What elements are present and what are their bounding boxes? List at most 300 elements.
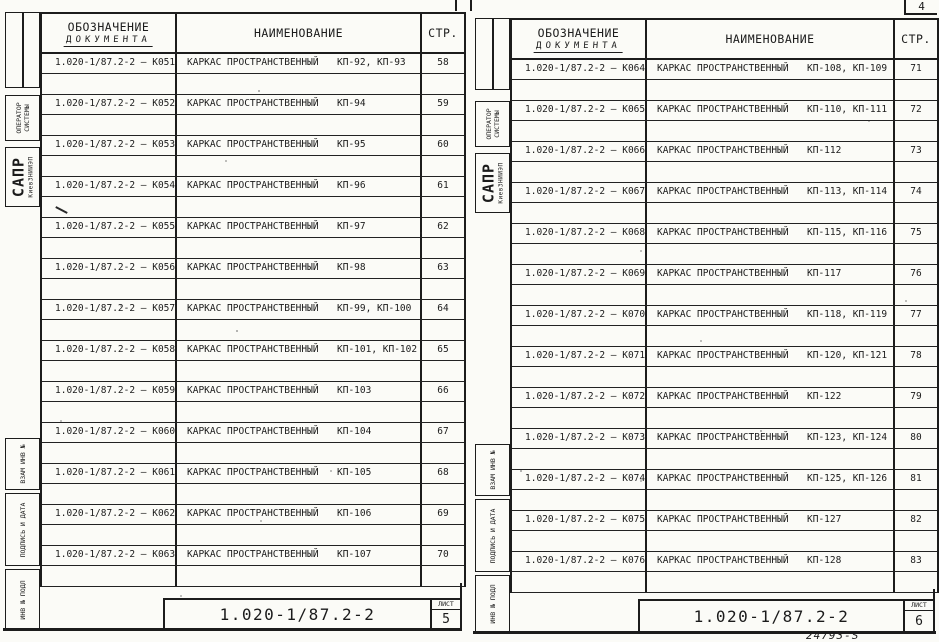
spacer-cell — [647, 285, 895, 305]
row-page-number: 65 — [437, 344, 449, 355]
table-row — [42, 259, 464, 279]
row-marks: КП-128 — [807, 555, 842, 566]
table-spacer-row — [42, 279, 464, 300]
spacer-cell — [895, 203, 937, 223]
table-row — [512, 552, 937, 572]
spacer-cell — [177, 484, 422, 504]
spacer-cell — [512, 367, 647, 387]
row-name-text: КАРКАС ПРОСТРАНСТВЕННЫЙ — [187, 385, 319, 396]
table-row — [42, 218, 464, 238]
row-marks: КП-120, КП-121 — [807, 350, 888, 361]
row-page-number: 68 — [437, 467, 449, 478]
row-name-text: КАРКАС ПРОСТРАНСТВЕННЫЙ — [187, 180, 319, 191]
contents-table — [510, 18, 939, 593]
row-marks: КП-108, КП-109 — [807, 63, 888, 74]
row-designation: 1.020-1/87.2-2 – К065 — [512, 101, 647, 120]
row-name-text: КАРКАС ПРОСТРАНСТВЕННЫЙ — [657, 432, 789, 443]
row-page-number: 73 — [910, 145, 922, 156]
header-page: СТР. — [428, 26, 458, 40]
row-designation: 1.020-1/87.2-2 – К053 — [42, 136, 177, 155]
stamp-sapr-label: САПР КиевЗНИИЭП — [9, 156, 34, 198]
row-marks: КП-96 — [337, 180, 366, 191]
row-name — [177, 177, 422, 196]
spacer-cell — [42, 197, 177, 217]
row-name-text: КАРКАС ПРОСТРАНСТВЕННЫЙ — [657, 145, 789, 156]
table-spacer-row — [512, 285, 937, 306]
row-designation: 1.020-1/87.2-2 – К070 — [512, 306, 647, 325]
row-page-number: 67 — [437, 426, 449, 437]
spacer-cell — [422, 74, 464, 94]
spacer-cell — [177, 443, 422, 463]
row-name — [177, 382, 422, 401]
table-spacer-row — [42, 525, 464, 546]
spacer-cell — [177, 115, 422, 135]
title-doc-number: 1.020-1/87.2-2 — [693, 606, 850, 626]
row-designation: 1.020-1/87.2-2 – К069 — [512, 265, 647, 284]
spacer-cell — [895, 80, 937, 100]
row-name-text: КАРКАС ПРОСТРАНСТВЕННЫЙ — [657, 227, 789, 238]
row-designation: 1.020-1/87.2-2 – К066 — [512, 142, 647, 161]
spacer-cell — [422, 238, 464, 258]
row-page-number: 70 — [437, 549, 449, 560]
spacer-cell — [895, 367, 937, 387]
table-spacer-row — [42, 443, 464, 464]
row-designation: 1.020-1/87.2-2 – К052 — [42, 95, 177, 114]
row-name — [647, 388, 895, 407]
row-page-number: 69 — [437, 508, 449, 519]
row-name-text: КАРКАС ПРОСТРАНСТВЕННЫЙ — [187, 303, 319, 314]
spacer-cell — [895, 531, 937, 551]
page-edge-mark — [455, 0, 457, 11]
spacer-cell — [647, 80, 895, 100]
sheet-label: ЛИСТ — [432, 600, 460, 610]
spacer-cell — [512, 121, 647, 141]
row-page-number: 66 — [437, 385, 449, 396]
spacer-cell — [647, 203, 895, 223]
row-name-text: КАРКАС ПРОСТРАНСТВЕННЫЙ — [657, 473, 789, 484]
spacer-cell — [512, 162, 647, 182]
stamp-operator-box — [5, 95, 40, 141]
row-marks: КП-101, КП-102 — [337, 344, 418, 355]
row-page-number: 59 — [437, 98, 449, 109]
row-name — [177, 341, 422, 360]
spacer-cell — [177, 238, 422, 258]
row-name — [647, 470, 895, 489]
sheet-number-cell — [903, 601, 933, 631]
stamp-operator-label: ОПЕРАТОР СИСТЕМЫ — [484, 108, 501, 140]
table-spacer-row — [42, 361, 464, 382]
spacer-cell — [647, 244, 895, 264]
spacer-cell — [647, 162, 895, 182]
table-row — [512, 265, 937, 285]
table-spacer-row — [42, 115, 464, 136]
spacer-cell — [647, 408, 895, 428]
row-name — [177, 505, 422, 524]
row-designation: 1.020-1/87.2-2 – К054 — [42, 177, 177, 196]
table-spacer-row — [512, 490, 937, 511]
table-row — [42, 423, 464, 443]
stamp-inv-box — [5, 569, 40, 630]
spacer-cell — [895, 408, 937, 428]
spacer-cell — [647, 531, 895, 551]
row-name — [647, 183, 895, 202]
header-designation-line1: ОБОЗНАЧЕНИЕ — [537, 25, 620, 40]
row-marks: КП-122 — [807, 391, 842, 402]
table-spacer-row — [512, 367, 937, 388]
spacer-cell — [512, 244, 647, 264]
spacer-cell — [42, 156, 177, 176]
row-name — [177, 464, 422, 483]
stamp-vzam-label: ВЗАМ ИНВ № — [488, 450, 497, 490]
row-designation: 1.020-1/87.2-2 – К063 — [42, 546, 177, 565]
table-spacer-row — [512, 80, 937, 101]
row-name-text: КАРКАС ПРОСТРАНСТВЕННЫЙ — [657, 514, 789, 525]
row-designation: 1.020-1/87.2-2 – К072 — [512, 388, 647, 407]
header-name: НАИМЕНОВАНИЕ — [647, 20, 895, 58]
row-designation: 1.020-1/87.2-2 – К055 — [42, 218, 177, 237]
row-designation: 1.020-1/87.2-2 – К076 — [512, 552, 647, 571]
table-spacer-row — [42, 156, 464, 177]
stamp-vzam-box — [5, 438, 40, 490]
row-page-number: 83 — [910, 555, 922, 566]
stamp-podpis-box — [5, 493, 40, 566]
row-marks: КП-98 — [337, 262, 366, 273]
spacer-cell — [422, 156, 464, 176]
row-page-number: 71 — [910, 63, 922, 74]
stamp-podpis-box — [475, 499, 510, 572]
table-row — [512, 60, 937, 80]
title-doc-number: 1.020-1/87.2-2 — [219, 604, 376, 624]
row-name-text: КАРКАС ПРОСТРАНСТВЕННЫЙ — [657, 268, 789, 279]
table-spacer-row — [512, 244, 937, 265]
spacer-cell — [422, 197, 464, 217]
row-name — [647, 60, 895, 79]
spacer-cell — [647, 449, 895, 469]
row-name-text: КАРКАС ПРОСТРАНСТВЕННЫЙ — [187, 549, 319, 560]
spacer-cell — [422, 525, 464, 545]
spacer-cell — [42, 443, 177, 463]
table-spacer-row — [42, 197, 464, 218]
sheet-5 — [0, 0, 469, 642]
table-row — [512, 306, 937, 326]
spacer-cell — [647, 326, 895, 346]
table-row — [42, 136, 464, 156]
row-name-text: КАРКАС ПРОСТРАНСТВЕННЫЙ — [187, 139, 319, 150]
row-name-text: КАРКАС ПРОСТРАНСТВЕННЫЙ — [187, 344, 319, 355]
spacer-cell — [512, 449, 647, 469]
spacer-cell — [895, 326, 937, 346]
table-spacer-row — [512, 121, 937, 142]
table-row — [42, 546, 464, 566]
row-name-text: КАРКАС ПРОСТРАНСТВЕННЫЙ — [657, 391, 789, 402]
spacer-cell — [512, 203, 647, 223]
row-page-number: 61 — [437, 180, 449, 191]
print-order-note: 24793-S — [806, 629, 860, 642]
stamp-vzam-label: ВЗАМ ИНВ № — [18, 444, 27, 484]
stamp-inv-label: ИНВ № ПОДЛ — [488, 584, 497, 624]
spacer-cell — [42, 238, 177, 258]
table-row — [512, 511, 937, 531]
header-page: СТР. — [901, 32, 931, 46]
row-page-number: 81 — [910, 473, 922, 484]
row-marks: КП-94 — [337, 98, 366, 109]
stamp-sapr-box — [5, 147, 40, 207]
corner-page-number: 4 — [904, 0, 937, 15]
spacer-cell — [422, 443, 464, 463]
spacer-cell — [42, 484, 177, 504]
row-marks: КП-95 — [337, 139, 366, 150]
row-name — [177, 546, 422, 565]
row-name-text: КАРКАС ПРОСТРАНСТВЕННЫЙ — [657, 63, 789, 74]
row-name — [647, 511, 895, 530]
row-name-text: КАРКАС ПРОСТРАНСТВЕННЫЙ — [187, 221, 319, 232]
stamp-box-divider — [22, 13, 24, 87]
sheet-6 — [470, 0, 939, 642]
spacer-cell — [895, 121, 937, 141]
row-name — [647, 306, 895, 325]
row-name-text: КАРКАС ПРОСТРАНСТВЕННЫЙ — [187, 508, 319, 519]
table-body — [42, 54, 464, 587]
row-marks: КП-97 — [337, 221, 366, 232]
table-spacer-row — [512, 326, 937, 347]
row-designation: 1.020-1/87.2-2 – К075 — [512, 511, 647, 530]
spacer-cell — [512, 80, 647, 100]
row-marks: КП-106 — [337, 508, 372, 519]
spacer-cell — [42, 279, 177, 299]
table-row — [512, 224, 937, 244]
scan-noise — [0, 0, 2, 2]
header-designation-line2: ДОКУМЕНТА — [64, 35, 154, 47]
spacer-cell — [512, 490, 647, 510]
row-designation: 1.020-1/87.2-2 – К068 — [512, 224, 647, 243]
table-spacer-row — [512, 162, 937, 183]
row-name — [647, 224, 895, 243]
row-marks: КП-104 — [337, 426, 372, 437]
row-marks: КП-117 — [807, 268, 842, 279]
header-designation — [512, 20, 647, 58]
spacer-cell — [422, 320, 464, 340]
row-designation: 1.020-1/87.2-2 – К073 — [512, 429, 647, 448]
stamp-operator-label: ОПЕРАТОР СИСТЕМЫ — [14, 102, 31, 134]
header-name: НАИМЕНОВАНИЕ — [177, 14, 422, 52]
row-name — [177, 136, 422, 155]
row-page-number: 60 — [437, 139, 449, 150]
row-marks: КП-103 — [337, 385, 372, 396]
row-marks: КП-123, КП-124 — [807, 432, 888, 443]
row-marks: КП-107 — [337, 549, 372, 560]
table-spacer-row — [512, 408, 937, 429]
header-designation — [42, 14, 177, 52]
table-row — [42, 300, 464, 320]
row-name — [647, 552, 895, 571]
spacer-cell — [647, 121, 895, 141]
stamp-box-divider — [492, 19, 494, 89]
spacer-cell — [42, 74, 177, 94]
table-header — [512, 20, 937, 60]
table-spacer-row — [42, 74, 464, 95]
table-body — [512, 60, 937, 593]
table-row — [42, 54, 464, 74]
row-designation: 1.020-1/87.2-2 – К058 — [42, 341, 177, 360]
stamp-empty-box — [5, 12, 40, 88]
spacer-cell — [895, 244, 937, 264]
table-row — [42, 95, 464, 115]
spacer-cell — [177, 279, 422, 299]
spacer-cell — [42, 361, 177, 381]
sheet-number: 5 — [442, 611, 450, 627]
row-marks: КП-115, КП-116 — [807, 227, 888, 238]
spacer-cell — [42, 402, 177, 422]
spacer-cell — [647, 490, 895, 510]
spacer-cell — [177, 361, 422, 381]
stamp-empty-box — [475, 18, 510, 90]
row-designation: 1.020-1/87.2-2 – К062 — [42, 505, 177, 524]
row-designation: 1.020-1/87.2-2 – К071 — [512, 347, 647, 366]
spacer-cell — [177, 74, 422, 94]
row-page-number: 79 — [910, 391, 922, 402]
row-marks: КП-110, КП-111 — [807, 104, 888, 115]
table-spacer-row — [42, 484, 464, 505]
table-row — [512, 347, 937, 367]
row-name-text: КАРКАС ПРОСТРАНСТВЕННЫЙ — [187, 98, 319, 109]
row-name-text: КАРКАС ПРОСТРАНСТВЕННЫЙ — [657, 186, 789, 197]
row-page-number: 77 — [910, 309, 922, 320]
table-spacer-row — [512, 203, 937, 224]
sheet-number: 6 — [915, 613, 923, 629]
stamp-inv-label: ИНВ № ПОДЛ — [18, 579, 27, 620]
table-row — [42, 505, 464, 525]
row-page-number: 74 — [910, 186, 922, 197]
row-name-text: КАРКАС ПРОСТРАНСТВЕННЫЙ — [187, 262, 319, 273]
table-row — [512, 429, 937, 449]
header-designation-line2: ДОКУМЕНТА — [534, 41, 624, 53]
row-page-number: 75 — [910, 227, 922, 238]
spacer-cell — [895, 285, 937, 305]
row-marks: КП-92, КП-93 — [337, 57, 406, 68]
row-marks: КП-105 — [337, 467, 372, 478]
stamp-sapr-box — [475, 153, 510, 213]
table-header — [42, 14, 464, 54]
spacer-cell — [42, 320, 177, 340]
spacer-cell — [647, 367, 895, 387]
spacer-cell — [422, 361, 464, 381]
row-marks: КП-99, КП-100 — [337, 303, 412, 314]
row-designation: 1.020-1/87.2-2 – К060 — [42, 423, 177, 442]
row-name-text: КАРКАС ПРОСТРАНСТВЕННЫЙ — [187, 467, 319, 478]
table-row — [42, 177, 464, 197]
spacer-cell — [177, 402, 422, 422]
row-page-number: 76 — [910, 268, 922, 279]
table-row — [512, 142, 937, 162]
spacer-cell — [42, 525, 177, 545]
stamp-podpis-label: ПОДПИСЬ И ДАТА — [18, 502, 27, 557]
row-name — [647, 265, 895, 284]
stamp-podpis-label: ПОДПИСЬ И ДАТА — [488, 508, 497, 563]
row-designation: 1.020-1/87.2-2 – К056 — [42, 259, 177, 278]
row-name-text: КАРКАС ПРОСТРАНСТВЕННЫЙ — [657, 309, 789, 320]
row-page-number: 62 — [437, 221, 449, 232]
stamp-operator-box — [475, 101, 510, 147]
spacer-cell — [422, 402, 464, 422]
spacer-cell — [422, 115, 464, 135]
spacer-cell — [177, 320, 422, 340]
spacer-cell — [895, 490, 937, 510]
spacer-cell — [422, 484, 464, 504]
table-spacer-row — [512, 531, 937, 552]
row-designation: 1.020-1/87.2-2 – К074 — [512, 470, 647, 489]
sheet-label: ЛИСТ — [905, 601, 933, 611]
spacer-cell — [422, 279, 464, 299]
row-designation: 1.020-1/87.2-2 – К057 — [42, 300, 177, 319]
row-designation: 1.020-1/87.2-2 – К061 — [42, 464, 177, 483]
stamp-inv-box — [475, 575, 510, 633]
row-name — [177, 54, 422, 73]
row-name-text: КАРКАС ПРОСТРАНСТВЕННЫЙ — [657, 555, 789, 566]
row-name-text: КАРКАС ПРОСТРАНСТВЕННЫЙ — [187, 426, 319, 437]
row-page-number: 63 — [437, 262, 449, 273]
contents-table — [40, 12, 466, 587]
sheet-number-cell — [430, 600, 460, 628]
row-marks: КП-118, КП-119 — [807, 309, 888, 320]
stamp-vzam-box — [475, 444, 510, 496]
table-spacer-row — [42, 320, 464, 341]
page-edge-mark — [470, 0, 472, 11]
row-page-number: 64 — [437, 303, 449, 314]
title-block — [638, 599, 935, 633]
row-name — [177, 300, 422, 319]
table-row — [512, 101, 937, 121]
row-designation: 1.020-1/87.2-2 – К067 — [512, 183, 647, 202]
row-page-number: 72 — [910, 104, 922, 115]
row-page-number: 82 — [910, 514, 922, 525]
table-row — [42, 464, 464, 484]
row-marks: КП-113, КП-114 — [807, 186, 888, 197]
row-designation: 1.020-1/87.2-2 – К064 — [512, 60, 647, 79]
spacer-cell — [512, 408, 647, 428]
row-name-text: КАРКАС ПРОСТРАНСТВЕННЫЙ — [657, 350, 789, 361]
row-name — [177, 95, 422, 114]
row-marks: КП-127 — [807, 514, 842, 525]
spacer-cell — [177, 197, 422, 217]
row-name-text: КАРКАС ПРОСТРАНСТВЕННЫЙ — [187, 57, 319, 68]
spacer-cell — [512, 285, 647, 305]
row-page-number: 58 — [437, 57, 449, 68]
row-name — [647, 142, 895, 161]
table-row — [512, 183, 937, 203]
spacer-cell — [177, 156, 422, 176]
table-spacer-row — [42, 402, 464, 423]
spacer-cell — [42, 115, 177, 135]
row-name — [647, 101, 895, 120]
spacer-cell — [177, 525, 422, 545]
row-marks: КП-125, КП-126 — [807, 473, 888, 484]
row-page-number: 80 — [910, 432, 922, 443]
table-row — [42, 341, 464, 361]
row-name — [177, 218, 422, 237]
table-spacer-row — [512, 449, 937, 470]
header-designation-line1: ОБОЗНАЧЕНИЕ — [67, 19, 150, 34]
row-designation: 1.020-1/87.2-2 – К059 — [42, 382, 177, 401]
row-name — [177, 259, 422, 278]
spacer-cell — [512, 531, 647, 551]
spacer-cell — [895, 162, 937, 182]
row-designation: 1.020-1/87.2-2 – К051 — [42, 54, 177, 73]
table-row — [42, 382, 464, 402]
title-block — [163, 598, 462, 630]
table-row — [512, 470, 937, 490]
row-name-text: КАРКАС ПРОСТРАНСТВЕННЫЙ — [657, 104, 789, 115]
row-marks: КП-112 — [807, 145, 842, 156]
